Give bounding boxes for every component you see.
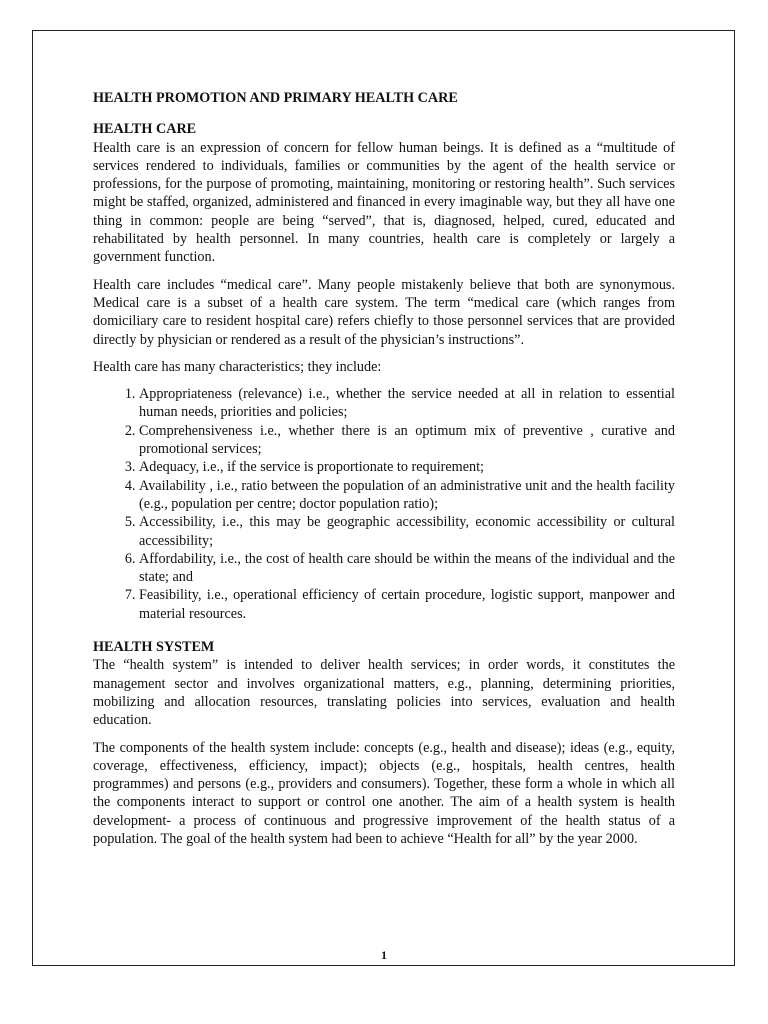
characteristic-item: 6. Affordability, i.e., the cost of health care should be within the means of the individual and the state; and [139, 550, 675, 587]
characteristic-item: 1. Appropriateness (relevance) i.e., whether the service needed at all in relation to essential human needs, priorities and policies; [139, 385, 675, 422]
page-number: 1 [381, 948, 387, 962]
characteristics-intro: Health care has many characteristics; they include: [93, 358, 382, 375]
health-care-section [93, 120, 675, 623]
health-care-paragraph-1: Health care is an expression of concern for fellow human beings. It is defined as a “multitude of services rendered to individuals, families or communities by the agent of the health service or professions, for the purpose of promoting, maintaining, monitoring or restoring health”. Such services might be staffed, organized, administered and financed in every imaginable way, but they all have one thing in common: people are being “served”, that is, diagnosed, helped, cured, educated and rehabilitated by health personnel. In many countries, health care is completely or largely a government function. [93, 139, 675, 266]
document-title: HEALTH PROMOTION AND PRIMARY HEALTH CARE [93, 90, 458, 106]
health-care-heading: HEALTH CARE [93, 121, 197, 138]
document-body [93, 89, 675, 857]
health-system-paragraph-2: The components of the health system include: concepts (e.g., health and disease); ideas (e.g., equity, coverage, effectiveness, efficiency, impact); objects (e.g., hospitals, health centres, health programmes) and persons (e.g., providers and consumers). Together, these form a whole in which all the components interact to support or control one another. The aim of a health system is health development- a process of continuous and progressive improvement of the health status of a population. The goal of the health system had been to achieve “Health for all” by the year 2000. [93, 739, 675, 847]
characteristics-list [93, 385, 675, 623]
characteristic-item: 4. Availability , i.e., ratio between the population of an administrative unit and the health facility (e.g., population per centre; doctor population ratio); [139, 477, 675, 514]
characteristic-item: 2. Comprehensiveness i.e., whether there is an optimum mix of preventive , curative and promotional services; [139, 422, 675, 459]
characteristic-item: 3. Adequacy, i.e., if the service is proportionate to requirement; [139, 458, 675, 476]
health-system-heading: HEALTH SYSTEM [93, 639, 215, 656]
health-system-paragraph-1: The “health system” is intended to deliver health services; in order words, it constitutes the management sector and involves organizational matters, e.g., planning, determining priorities, mobilizing and allocation resources, translating policies into services, evaluation and health education. [93, 657, 675, 729]
characteristic-item: 5. Accessibility, i.e., this may be geographic accessibility, economic accessibility or cultural accessibility; [139, 513, 675, 550]
health-care-paragraph-2: Health care includes “medical care”. Many people mistakenly believe that both are synonymous. Medical care is a subset of a health care system. The term “medical care (which ranges from domiciliary care to resident hospital care) refers chiefly to those personnel services that are provided directly by physician or rendered as a result of the physician’s instructions”. [93, 276, 675, 348]
health-system-section [93, 638, 675, 848]
characteristic-item: 7. Feasibility, i.e., operational efficiency of certain procedure, logistic support, manpower and material resources. [139, 586, 675, 623]
